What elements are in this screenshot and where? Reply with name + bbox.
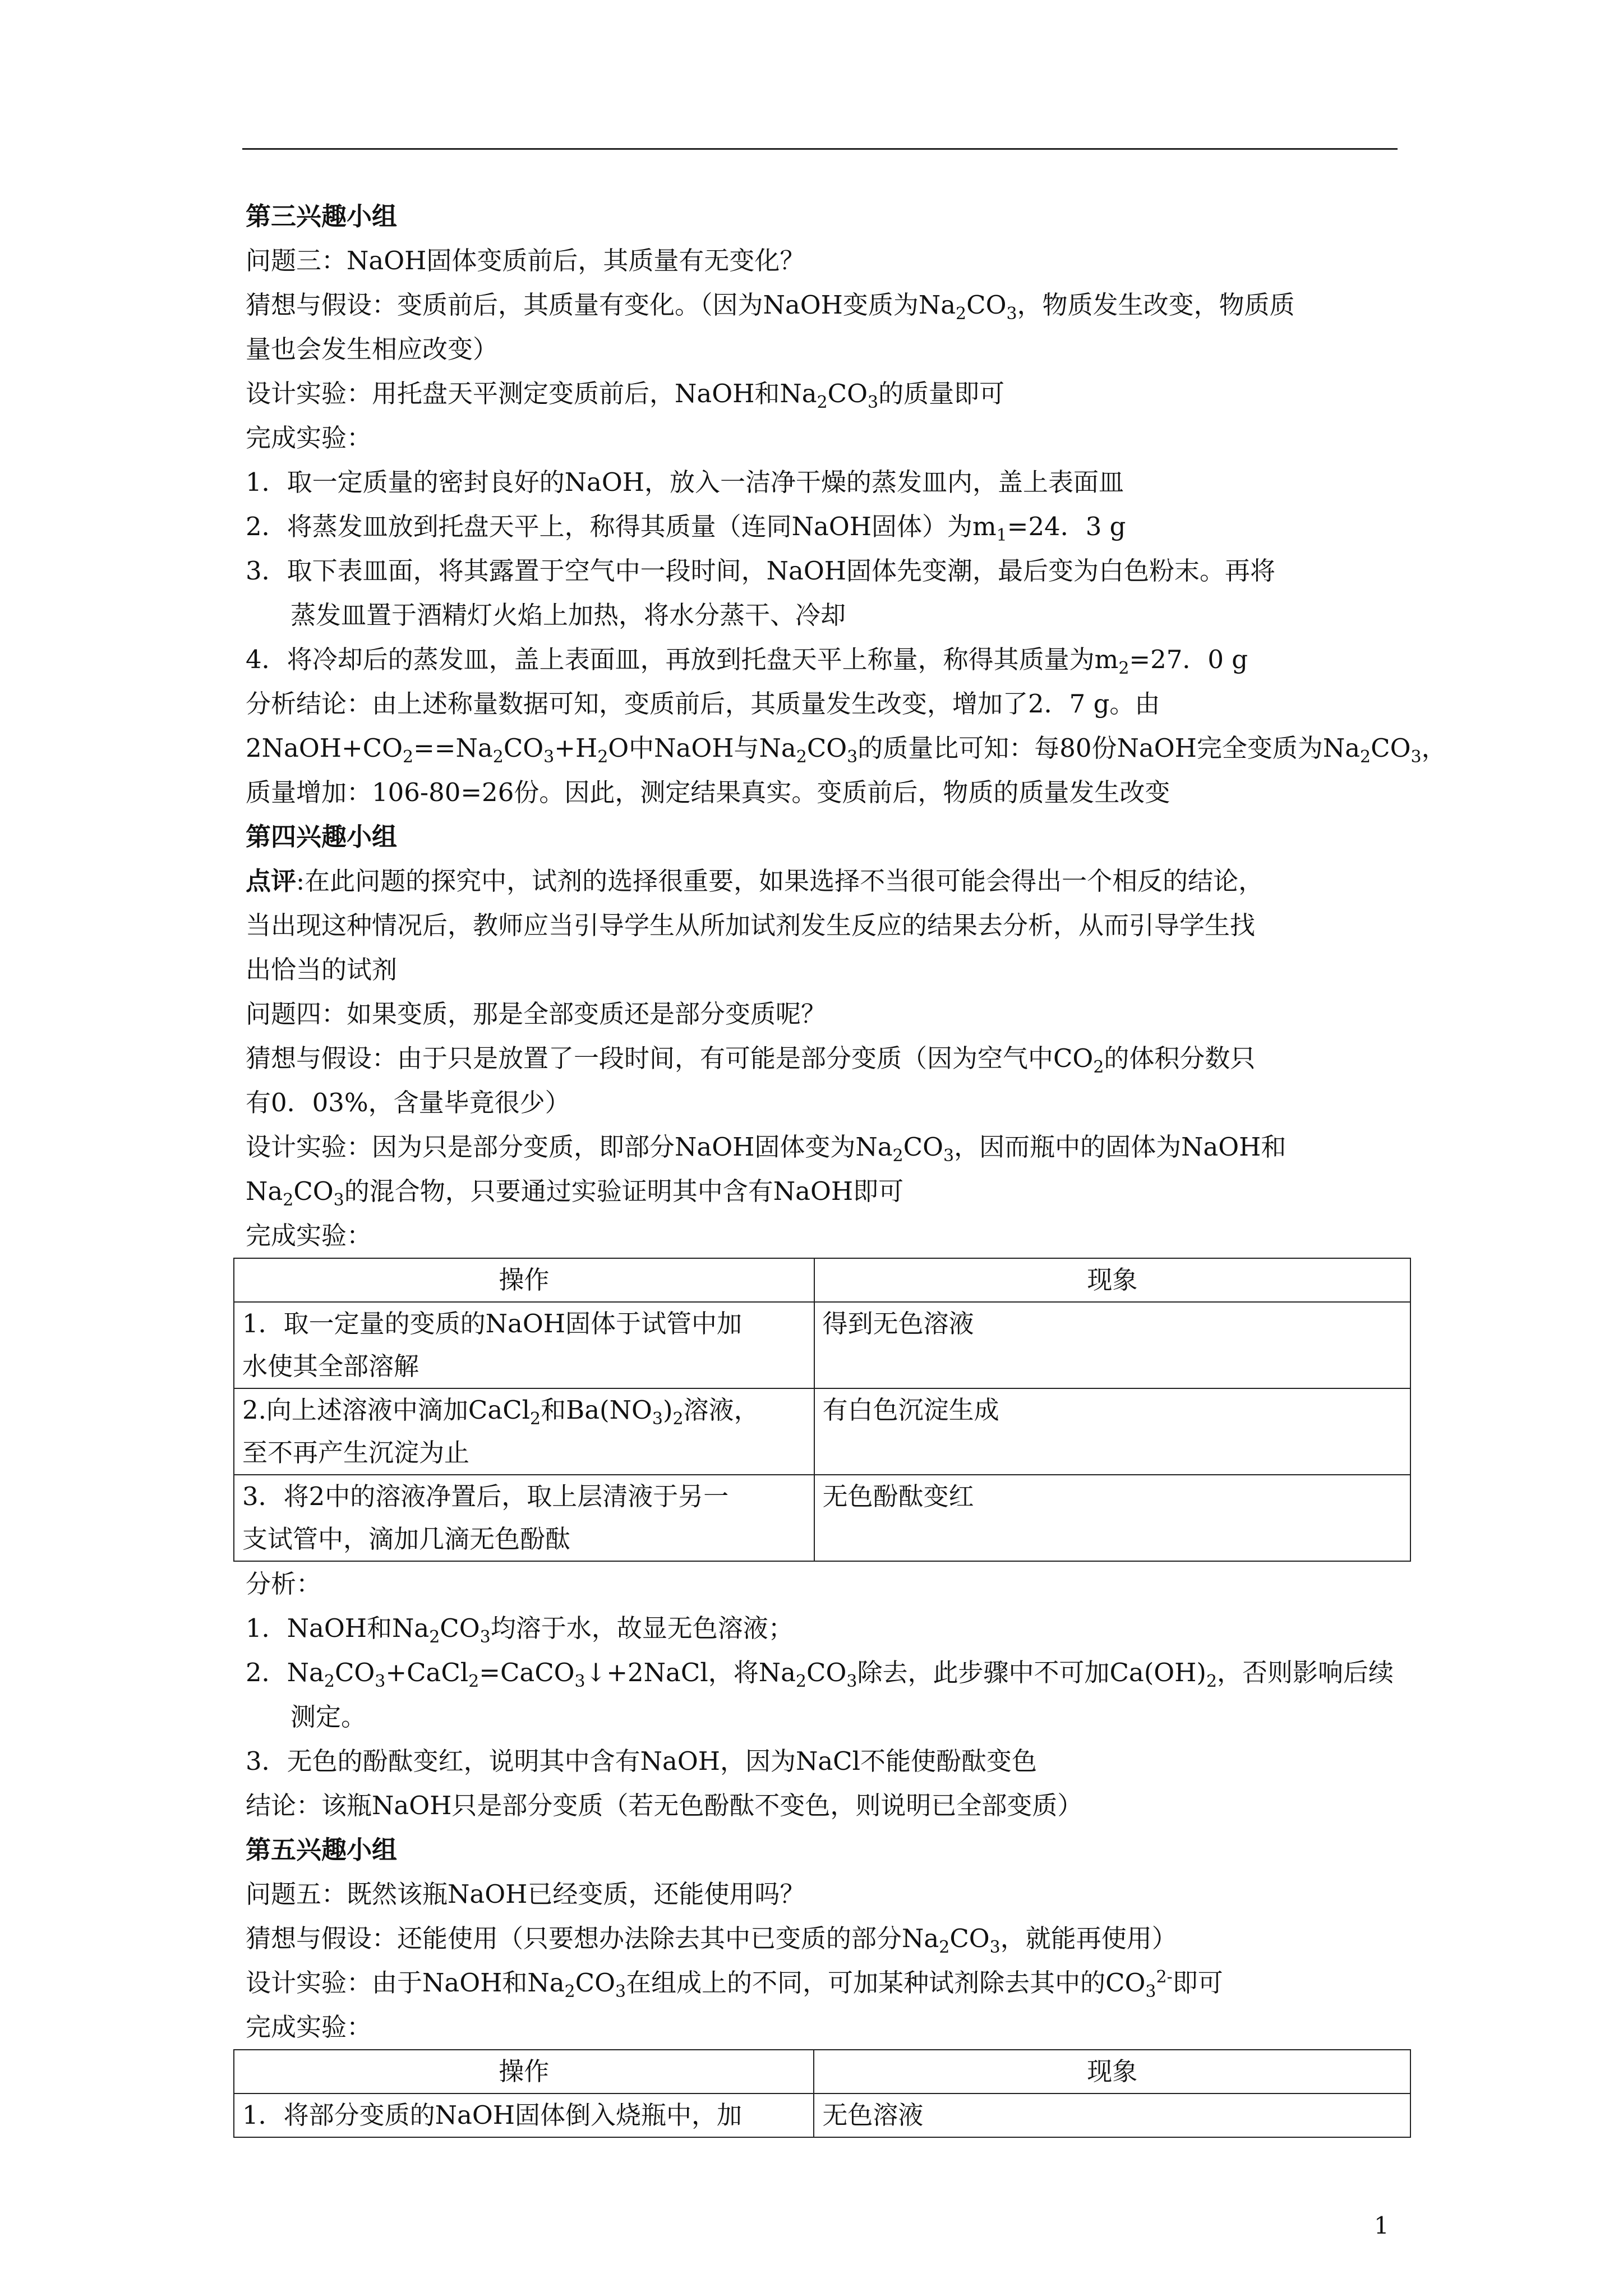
header-rule [242,148,1398,150]
group4-analysis-label: 分析： [246,1569,322,1599]
table-header-phenomenon: 现象 [814,2050,1410,2093]
table-header-phenomenon: 现象 [814,1258,1410,1302]
group4-guess: 猜想与假设：由于只是放置了一段时间，有可能是部分变质（因为空气中$CO_2$的体积分数只 [246,1043,1256,1077]
table-cell-phenomenon: 无色酚酞变红 [814,1475,1410,1561]
group5-question: 问题五：既然该瓶NaOH已经变质，还能使用吗？ [246,1879,805,1909]
group4-comment: 点评:在此问题的探究中，试剂的选择很重要，如果选择不当很可能会得出一个相反的结论， [246,866,1264,896]
table-row [234,1388,1410,1475]
group3-step3: 3．取下表皿面，将其露置于空气中一段时间，NaOH固体先变潮，最后变为白色粉末。再将 [246,556,1275,586]
document-body [242,194,1447,2138]
group4-title: 第四兴趣小组 [246,822,398,852]
page-number: 1 [1374,2212,1389,2239]
group5-done-label: 完成实验： [246,2012,372,2042]
group4-experiment-table [233,1258,1411,1562]
group3-step1: 1．取一定质量的密封良好的NaOH，放入一洁净干燥的蒸发皿内，盖上表面皿 [246,467,1124,497]
group3-title: 第三兴趣小组 [246,201,398,231]
table-row [234,1302,1410,1388]
table-header-row [234,1258,1410,1302]
table-row [234,1475,1410,1561]
group3-step3-cont: 蒸发皿置于酒精灯火焰上加热，将水分蒸干、冷却 [291,600,846,630]
group4-design-cont: $Na_2CO_3$的混合物，只要通过实验证明其中含有NaOH即可 [246,1176,904,1210]
group4-analysis-3: 3．无色的酚酞变红，说明其中含有NaOH，因为NaCl不能使酚酞变色 [246,1746,1037,1776]
group3-analysis-cont: 质量增加：106-80=26份。因此，测定结果真实。变质前后，物质的质量发生改变 [246,777,1170,807]
group4-guess-cont: 有0．03%，含量毕竟很少） [246,1088,570,1117]
table-header-operation: 操作 [234,2050,814,2093]
table-cell-phenomenon: 有白色沉淀生成 [814,1388,1410,1475]
group3-question: 问题三：NaOH固体变质前后，其质量有无变化？ [246,246,805,275]
table-cell-operation: 1．取一定量的变质的NaOH固体于试管中加 水使其全部溶解 [234,1302,814,1388]
table-header-operation: 操作 [234,1258,814,1302]
group3-analysis: 分析结论：由上述称量数据可知，变质前后，其质量发生改变，增加了2．7 g。由 [246,689,1160,719]
group3-guess-cont: 量也会发生相应改变） [246,334,499,364]
group4-question: 问题四：如果变质，那是全部变质还是部分变质呢？ [246,999,827,1029]
group4-design: 设计实验：因为只是部分变质，即部分NaOH固体变为$Na_2CO_3$，因而瓶中的固体为NaOH和 [246,1132,1287,1166]
group3-analysis-equation: $2NaOH+CO_2==Na_2CO_3+H_2O$中NaOH与$Na_2CO_3$的质量比可知：每80份NaOH完全变质为$Na_2CO_3$， [246,733,1447,767]
group3-step2: 2．将蒸发皿放到托盘天平上，称得其质量（连同NaOH固体）为$m_1=24$．3 g [246,512,1126,545]
group4-analysis-2-cont: 测定。 [291,1702,367,1732]
group3-guess: 猜想与假设：变质前后，其质量有变化。（因为NaOH变质为$Na_2CO_3$，物质发生改变，物质质 [246,290,1295,324]
group4-comment-cont: 当出现这种情况后，教师应当引导学生从所加试剂发生反应的结果去分析，从而引导学生找 [246,910,1256,940]
table-row [234,2093,1410,2137]
group3-design: 设计实验：用托盘天平测定变质前后，NaOH和$Na_2CO_3$的质量即可 [246,379,1005,412]
group3-done-label: 完成实验： [246,423,372,453]
table-cell-phenomenon: 无色溶液 [814,2093,1410,2137]
group4-conclusion: 结论：该瓶NaOH只是部分变质（若无色酚酞不变色，则说明已全部变质） [246,1791,1083,1820]
group5-experiment-table [233,2049,1411,2138]
group5-design: 设计实验：由于NaOH和$Na_2CO_3$在组成上的不同，可加某种试剂除去其中的$CO_3^{2-}$即可 [246,1967,1223,2001]
group3-step4: 4．将冷却后的蒸发皿，盖上表面皿，再放到托盘天平上称量，称得其质量为$m_2=27$．0 g [246,645,1248,678]
group4-done-label: 完成实验： [246,1221,372,1250]
group5-title: 第五兴趣小组 [246,1835,398,1865]
group4-analysis-2: 2．$Na_2CO_3+CaCl_2=CaCO_3↓+2NaCl$，将$Na_2CO_3$除去，此步骤中不可加$Ca(OH)_2$，否则影响后续 [246,1658,1394,1691]
table-cell-operation: 3．将2中的溶液净置后，取上层清液于另一 支试管中，滴加几滴无色酚酞 [234,1475,814,1561]
table-cell-phenomenon: 得到无色溶液 [814,1302,1410,1388]
group4-analysis-1: 1．NaOH和$Na_2CO_3$均溶于水，故显无色溶液； [246,1613,794,1647]
group4-comment-cont2: 出恰当的试剂 [246,955,398,984]
group5-guess: 猜想与假设：还能使用（只要想办法除去其中已变质的部分$Na_2CO_3$，就能再使用） [246,1924,1177,1957]
table-cell-operation: 1．将部分变质的NaOH固体倒入烧瓶中，加 [234,2093,814,2137]
table-header-row [234,2050,1410,2093]
table-cell-operation: 2.向上述溶液中滴加CaCl$_2$和$Ba(NO_3)_2$溶液， 至不再产生沉淀为止 [234,1388,814,1475]
